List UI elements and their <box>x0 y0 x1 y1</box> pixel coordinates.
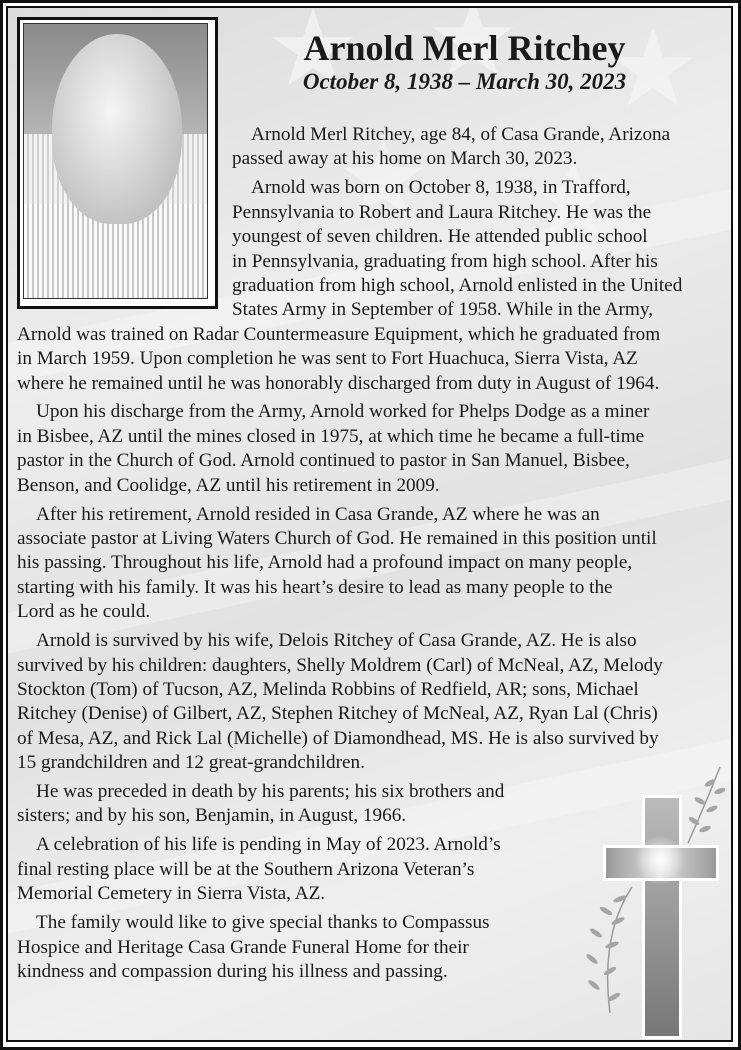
paragraph <box>17 123 717 172</box>
text-line: final resting place will be at the Southern Arizona Veteran’s <box>17 858 475 880</box>
text-line: in Pennsylvania, graduating from high school. After his <box>232 250 658 272</box>
text-line: passed away at his home on March 30, 2023. <box>232 148 578 170</box>
text-line: Benson, and Coolidge, AZ until his retirement in 2009. <box>17 474 440 496</box>
text-line: in March 1959. Upon completion he was sent to Fort Huachuca, Sierra Vista, AZ <box>17 348 638 370</box>
text-line: of Mesa, AZ, and Rick Lal (Michelle) of Diamondhead, MS. He is also survived by <box>17 727 659 749</box>
cross-glow <box>635 835 685 885</box>
text-line: Upon his discharge from the Army, Arnold worked for Phelps Dodge as a miner <box>36 401 650 423</box>
text-line: After his retirement, Arnold resided in Casa Grande, AZ where he was an <box>36 503 600 525</box>
text-line: starting with his family. It was his heart’s desire to lead as many people to the <box>17 576 613 598</box>
text-line: He was preceded in death by his parents; his six brothers and <box>36 781 505 803</box>
deceased-name: Arnold Merl Ritchey <box>303 28 626 68</box>
text-line: Hospice and Heritage Casa Grande Funeral Home for their <box>17 936 469 958</box>
text-line: Arnold was trained on Radar Countermeasure Equipment, which he graduated from <box>17 323 661 345</box>
text-line: sisters; and by his son, Benjamin, in August, 1966. <box>17 805 407 827</box>
cross-icon <box>642 795 682 1039</box>
paragraph <box>17 629 717 775</box>
paragraph <box>17 176 717 396</box>
cross-illustration <box>580 765 730 1035</box>
text-line: associate pastor at Living Waters Church of God. He remained in this position until <box>17 528 657 549</box>
text-line: 15 grandchildren and 12 great-grandchildren. <box>17 752 365 774</box>
text-line: The family would like to give special thanks to Compassus <box>36 912 490 934</box>
text-line: where he remained until he was honorably discharged from duty in August of 1964. <box>17 372 660 394</box>
text-line: graduation from high school, Arnold enlisted in the United <box>232 274 683 296</box>
life-dates: October 8, 1938 – March 30, 2023 <box>302 69 627 94</box>
text-line: his passing. Throughout his life, Arnold had a profound impact on many people, <box>17 552 633 574</box>
text-line: Lord as he could. <box>17 601 151 623</box>
paragraph <box>17 503 717 625</box>
text-line: States Army in September of 1958. While in the Army, <box>232 299 653 321</box>
text-line: survived by his children: daughters, Shelly Moldrem (Carl) of McNeal, AZ, Melody <box>17 654 663 676</box>
paragraph <box>17 400 717 498</box>
text-line: Arnold Merl Ritchey, age 84, of Casa Grande, Arizona <box>251 124 671 145</box>
olive-branch-icon <box>580 885 635 1015</box>
text-line: Stockton (Tom) of Tucson, AZ, Melinda Robbins of Redfield, AR; sons, Michael <box>17 678 639 700</box>
text-line: youngest of seven children. He attended public school <box>232 226 648 248</box>
text-line: in Bisbee, AZ until the mines closed in 1975, at which time he became a full-time <box>17 425 645 447</box>
text-line: pastor in the Church of God. Arnold continued to pastor in San Manuel, Bisbee, <box>17 450 630 472</box>
text-line: Memorial Cemetery in Sierra Vista, AZ. <box>17 883 326 905</box>
text-line: Arnold is survived by his wife, Delois Ritchey of Casa Grande, AZ. He is also <box>36 630 637 652</box>
text-line: kindness and compassion during his illness and passing. <box>17 960 448 982</box>
text-line: Arnold was born on October 8, 1938, in Trafford, <box>251 177 631 199</box>
text-line: A celebration of his life is pending in May of 2023. Arnold’s <box>36 834 501 856</box>
obituary-header <box>232 28 697 96</box>
text-line: Ritchey (Denise) of Gilbert, AZ, Stephen Ritchey of McNeal, AZ, Ryan Lal (Chris) <box>17 703 658 725</box>
text-line: Pennsylvania to Robert and Laura Ritchey. He was the <box>232 201 652 223</box>
olive-branch-icon <box>680 765 725 845</box>
